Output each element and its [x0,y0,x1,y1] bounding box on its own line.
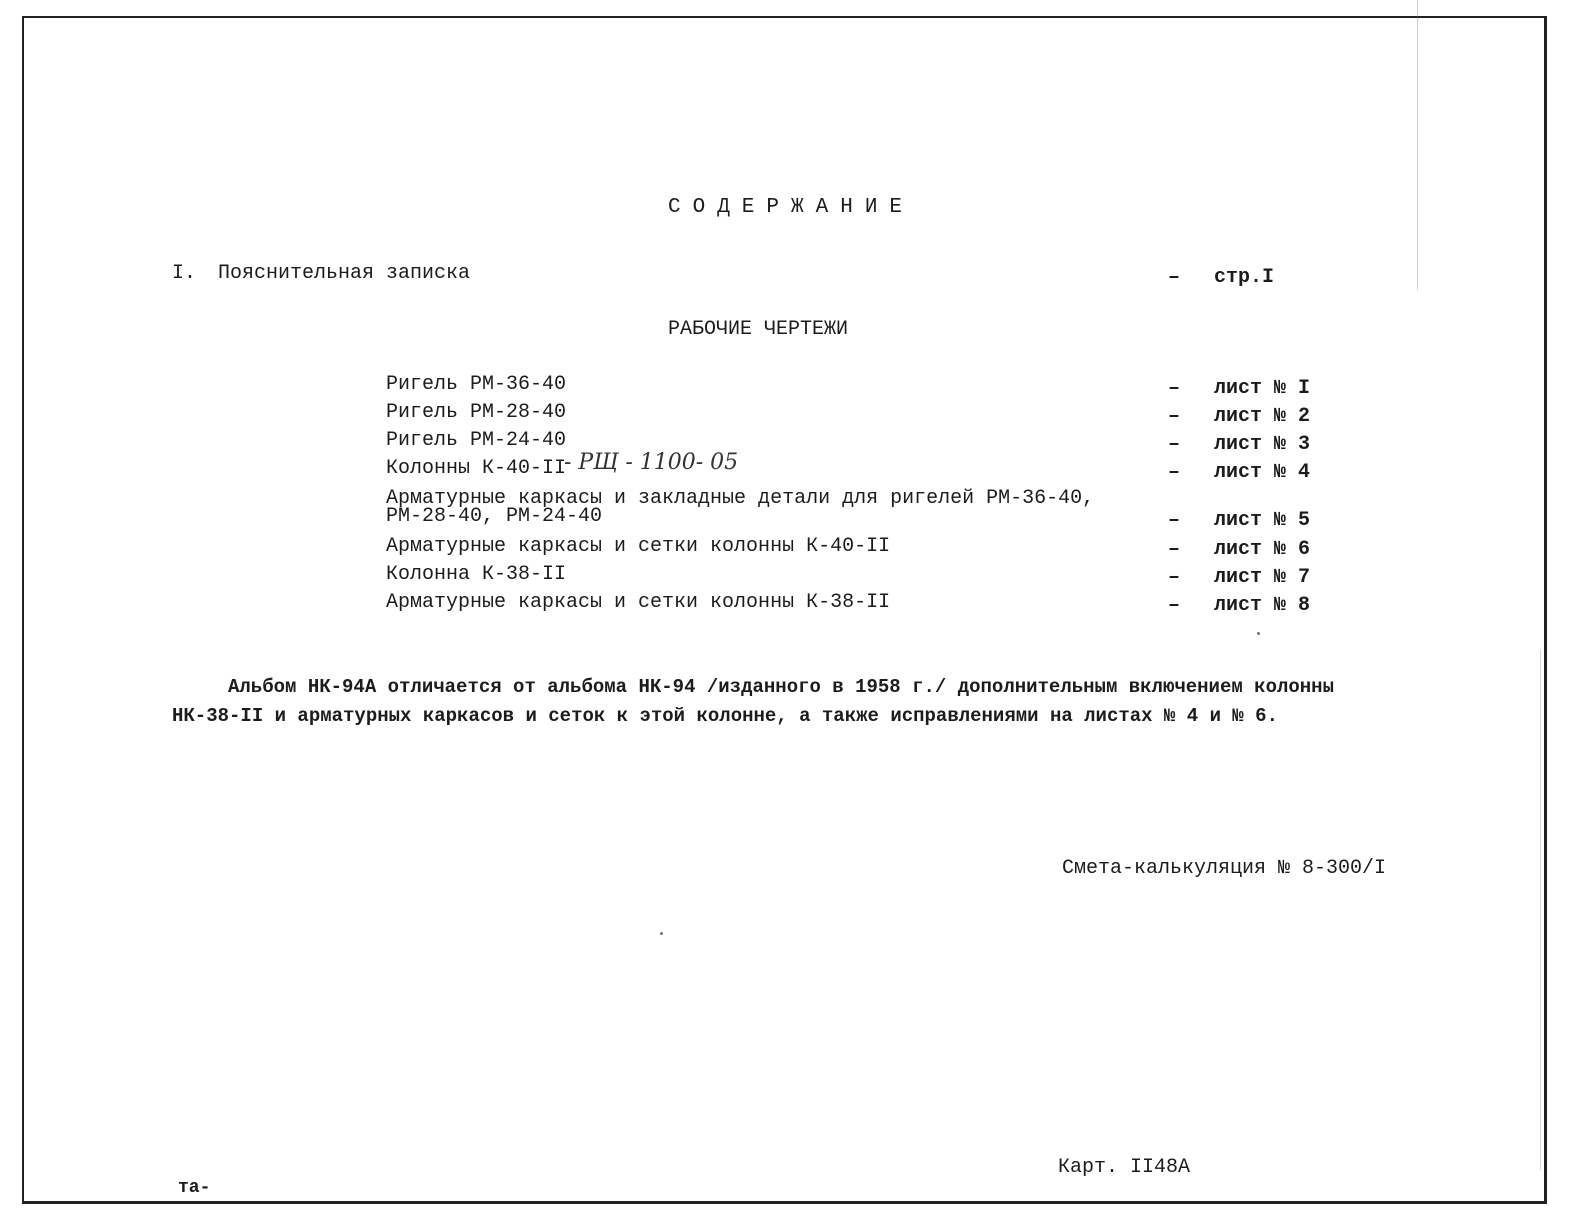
corner-mark: та- [178,1178,211,1198]
toc-entry-6-text: Арматурные каркасы и сетки колонны К-40-II [386,535,891,558]
toc-entry-3-ref: лист № 3 [1214,433,1311,456]
note-line-1: Альбом НК-94А отличается от альбома НК-94 /изданного в 1958 г./ дополнительным включением колонны [228,676,1334,698]
toc-entry-4-text: Колонны К-40-II [386,457,567,480]
toc-entry-1-ref: лист № I [1214,377,1311,400]
toc-entry-1-dash: – [1168,377,1181,400]
toc-entry-1-text: Ригель РМ-36-40 [386,373,567,396]
document-title: СОДЕРЖАНИЕ [668,196,915,219]
scan-artifact-dot [660,932,663,935]
toc-entry-3-dash: – [1168,433,1181,456]
intro-item-dash: – [1168,266,1181,289]
toc-entry-6-ref: лист № 6 [1214,538,1311,561]
estimate-reference: Смета-калькуляция № 8-300/I [1062,857,1387,880]
toc-entry-8-text: Арматурные каркасы и сетки колонны К-38-II [386,591,891,614]
note-line-2: НК-38-II и арматурных каркасов и сеток к этой колонне, а также исправлениями на листах № 4 и № 6. [172,705,1278,727]
toc-entry-7-text: Колонна К-38-II [386,563,567,586]
toc-entry-5-text-line1: Арматурные каркасы и закладные детали для ригелей РМ-36-40, [386,487,1095,510]
toc-entry-5-text-line2: РМ-28-40, РМ-24-40 [386,505,603,528]
toc-entry-3-text: Ригель РМ-24-40 [386,429,567,452]
section-title: РАБОЧИЕ ЧЕРТЕЖИ [668,318,849,341]
handwritten-annotation: - РЩ - 1100- 05 [564,450,739,475]
toc-entry-2-dash: – [1168,405,1181,428]
toc-entry-5-ref: лист № 5 [1214,509,1311,532]
scan-artifact-dot [1257,632,1260,635]
toc-entry-7-ref: лист № 7 [1214,566,1311,589]
toc-entry-7-dash: – [1168,566,1181,589]
toc-entry-2-ref: лист № 2 [1214,405,1311,428]
toc-entry-8-dash: – [1168,594,1181,617]
toc-entry-8-ref: лист № 8 [1214,594,1311,617]
intro-item-label: Пояснительная записка [218,262,471,285]
toc-entry-4-ref: лист № 4 [1214,461,1311,484]
toc-entry-6-dash: – [1168,538,1181,561]
toc-entry-2-text: Ригель РМ-28-40 [386,401,567,424]
toc-entry-5-dash: – [1168,509,1181,532]
card-number: Карт. II48А [1058,1156,1191,1179]
intro-item-number: I. [172,262,197,285]
intro-item-ref: стр.I [1214,266,1275,289]
toc-entry-4-dash: – [1168,461,1181,484]
scan-artifact-line [1417,0,1418,290]
scan-artifact-line [1540,650,1541,1170]
